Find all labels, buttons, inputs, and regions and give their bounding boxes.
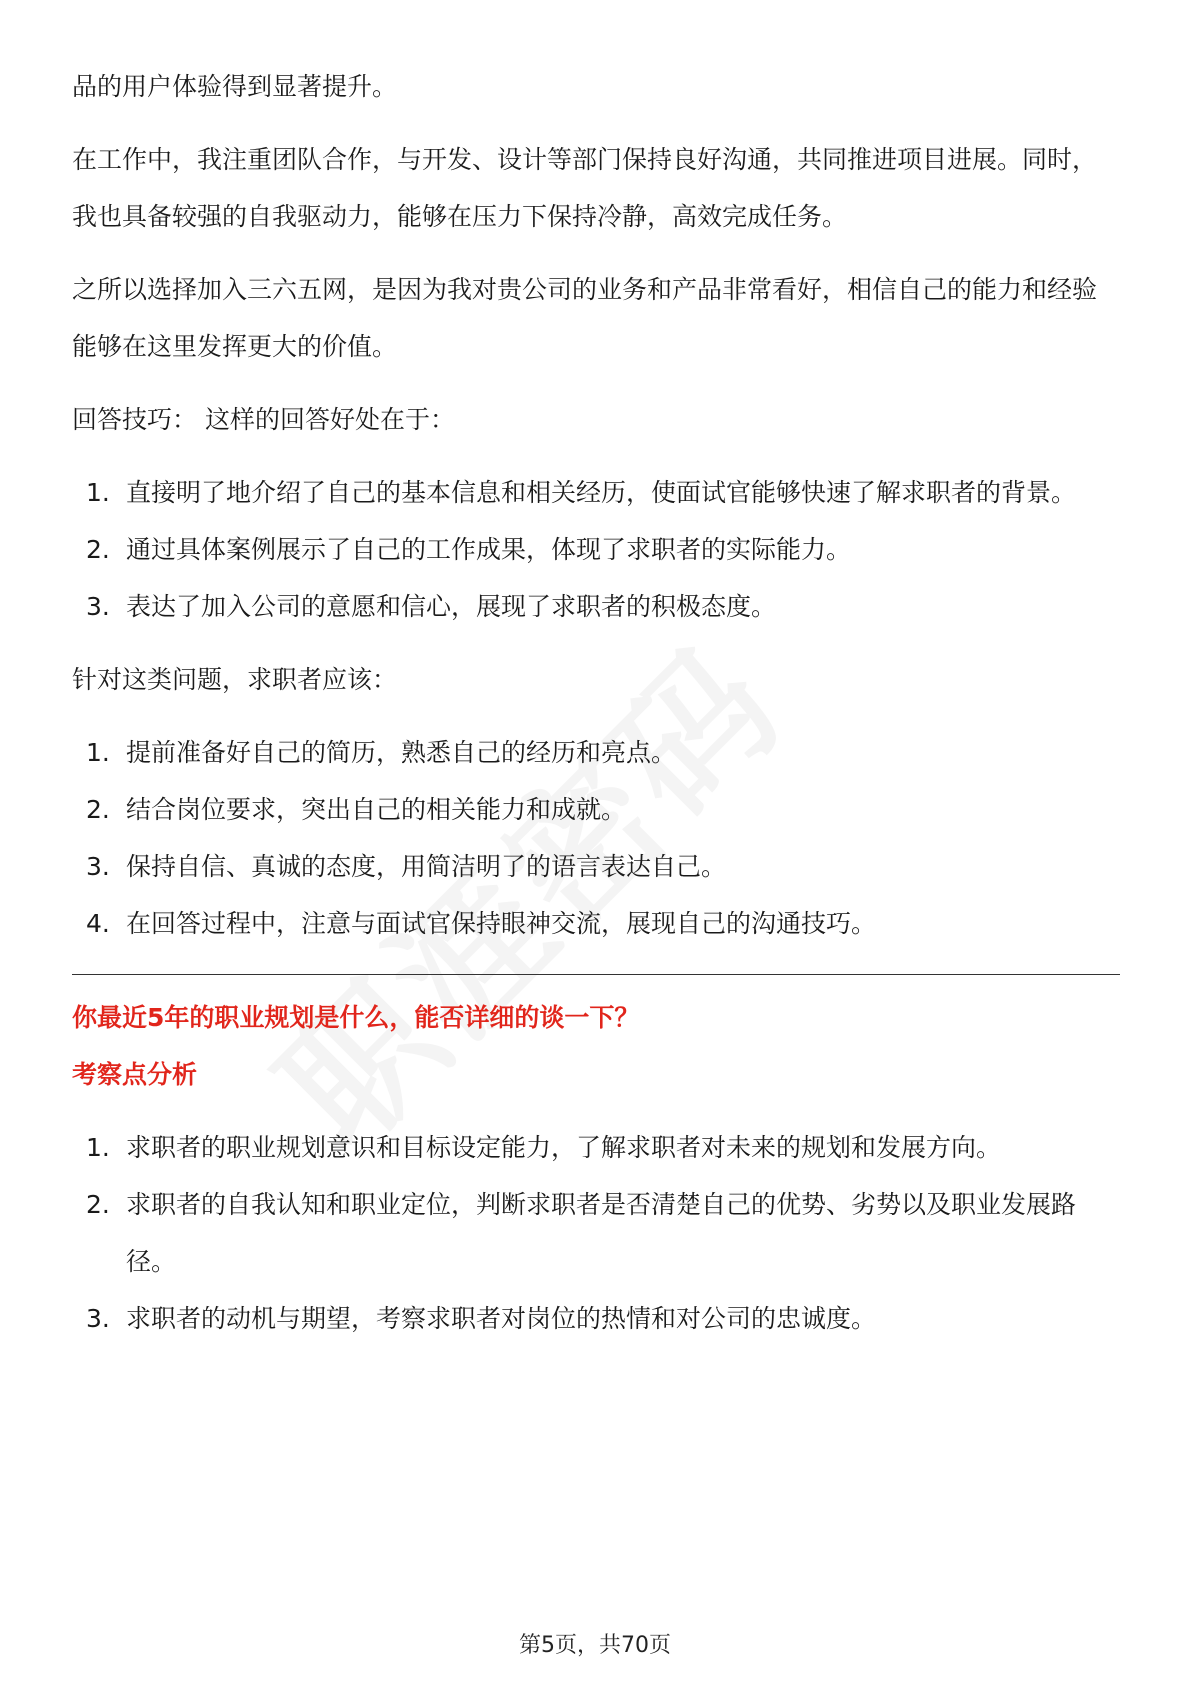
advice-intro: 针对这类问题，求职者应该： — [72, 665, 398, 694]
paragraph-teamwork: 在工作中，我注重团队合作，与开发、设计等部门保持良好沟通，共同推进项目进展。同时，我也具备较强的自我驱动力，能够在压力下保持冷静，高效完成任务。 — [72, 145, 1098, 231]
list-item — [72, 464, 1120, 521]
question-title: 你最近5年的职业规划是什么，能否详细的谈一下？ — [72, 1003, 640, 1032]
list-item — [72, 724, 1120, 781]
list-item — [72, 1176, 1120, 1290]
paragraph-continued: 品的用户体验得到显著提升。 — [72, 72, 398, 101]
list-number: 3. — [86, 592, 110, 621]
list-number: 1. — [86, 738, 110, 767]
paragraph-motivation: 之所以选择加入三六五网，是因为我对贵公司的业务和产品非常看好，相信自己的能力和经验能够在这里发挥更大的价值。 — [72, 275, 1098, 361]
list-item-text: 求职者的动机与期望，考察求职者对岗位的热情和对公司的忠诚度。 — [126, 1304, 877, 1333]
section-divider — [72, 974, 1120, 975]
list-item — [72, 1119, 1120, 1176]
list-item-text: 结合岗位要求，突出自己的相关能力和成就。 — [126, 795, 627, 824]
list-item — [72, 521, 1120, 578]
list-item — [72, 1290, 1120, 1347]
list-item-text: 保持自信、真诚的态度，用简洁明了的语言表达自己。 — [126, 852, 727, 881]
benefits-list — [72, 464, 1120, 635]
list-item — [72, 781, 1120, 838]
list-number: 3. — [86, 852, 110, 881]
analysis-title: 考察点分析 — [72, 1060, 198, 1089]
list-number: 2. — [86, 1190, 110, 1219]
list-item-text: 通过具体案例展示了自己的工作成果，体现了求职者的实际能力。 — [126, 535, 852, 564]
list-item-text: 求职者的自我认知和职业定位，判断求职者是否清楚自己的优势、劣势以及职业发展路径。 — [126, 1190, 1077, 1276]
list-item-text: 在回答过程中，注意与面试官保持眼神交流，展现自己的沟通技巧。 — [126, 909, 877, 938]
page-content — [72, 58, 1120, 1347]
analysis-list — [72, 1119, 1120, 1347]
page-number-footer: 第5页，共70页 — [519, 1633, 671, 1658]
list-item-text: 提前准备好自己的简历，熟悉自己的经历和亮点。 — [126, 738, 677, 767]
list-item-text: 直接明了地介绍了自己的基本信息和相关经历，使面试官能够快速了解求职者的背景。 — [126, 478, 1077, 507]
list-item-text: 表达了加入公司的意愿和信心，展现了求职者的积极态度。 — [126, 592, 777, 621]
list-number: 2. — [86, 535, 110, 564]
list-number: 1. — [86, 478, 110, 507]
list-item-text: 求职者的职业规划意识和目标设定能力，了解求职者对未来的规划和发展方向。 — [126, 1133, 1002, 1162]
list-number: 2. — [86, 795, 110, 824]
list-number: 3. — [86, 1304, 110, 1333]
list-item — [72, 838, 1120, 895]
list-item — [72, 578, 1120, 635]
answer-tips-label: 回答技巧： 这样的回答好处在于： — [72, 405, 455, 434]
list-number: 1. — [86, 1133, 110, 1162]
list-number: 4. — [86, 909, 110, 938]
advice-list — [72, 724, 1120, 952]
list-item — [72, 895, 1120, 952]
